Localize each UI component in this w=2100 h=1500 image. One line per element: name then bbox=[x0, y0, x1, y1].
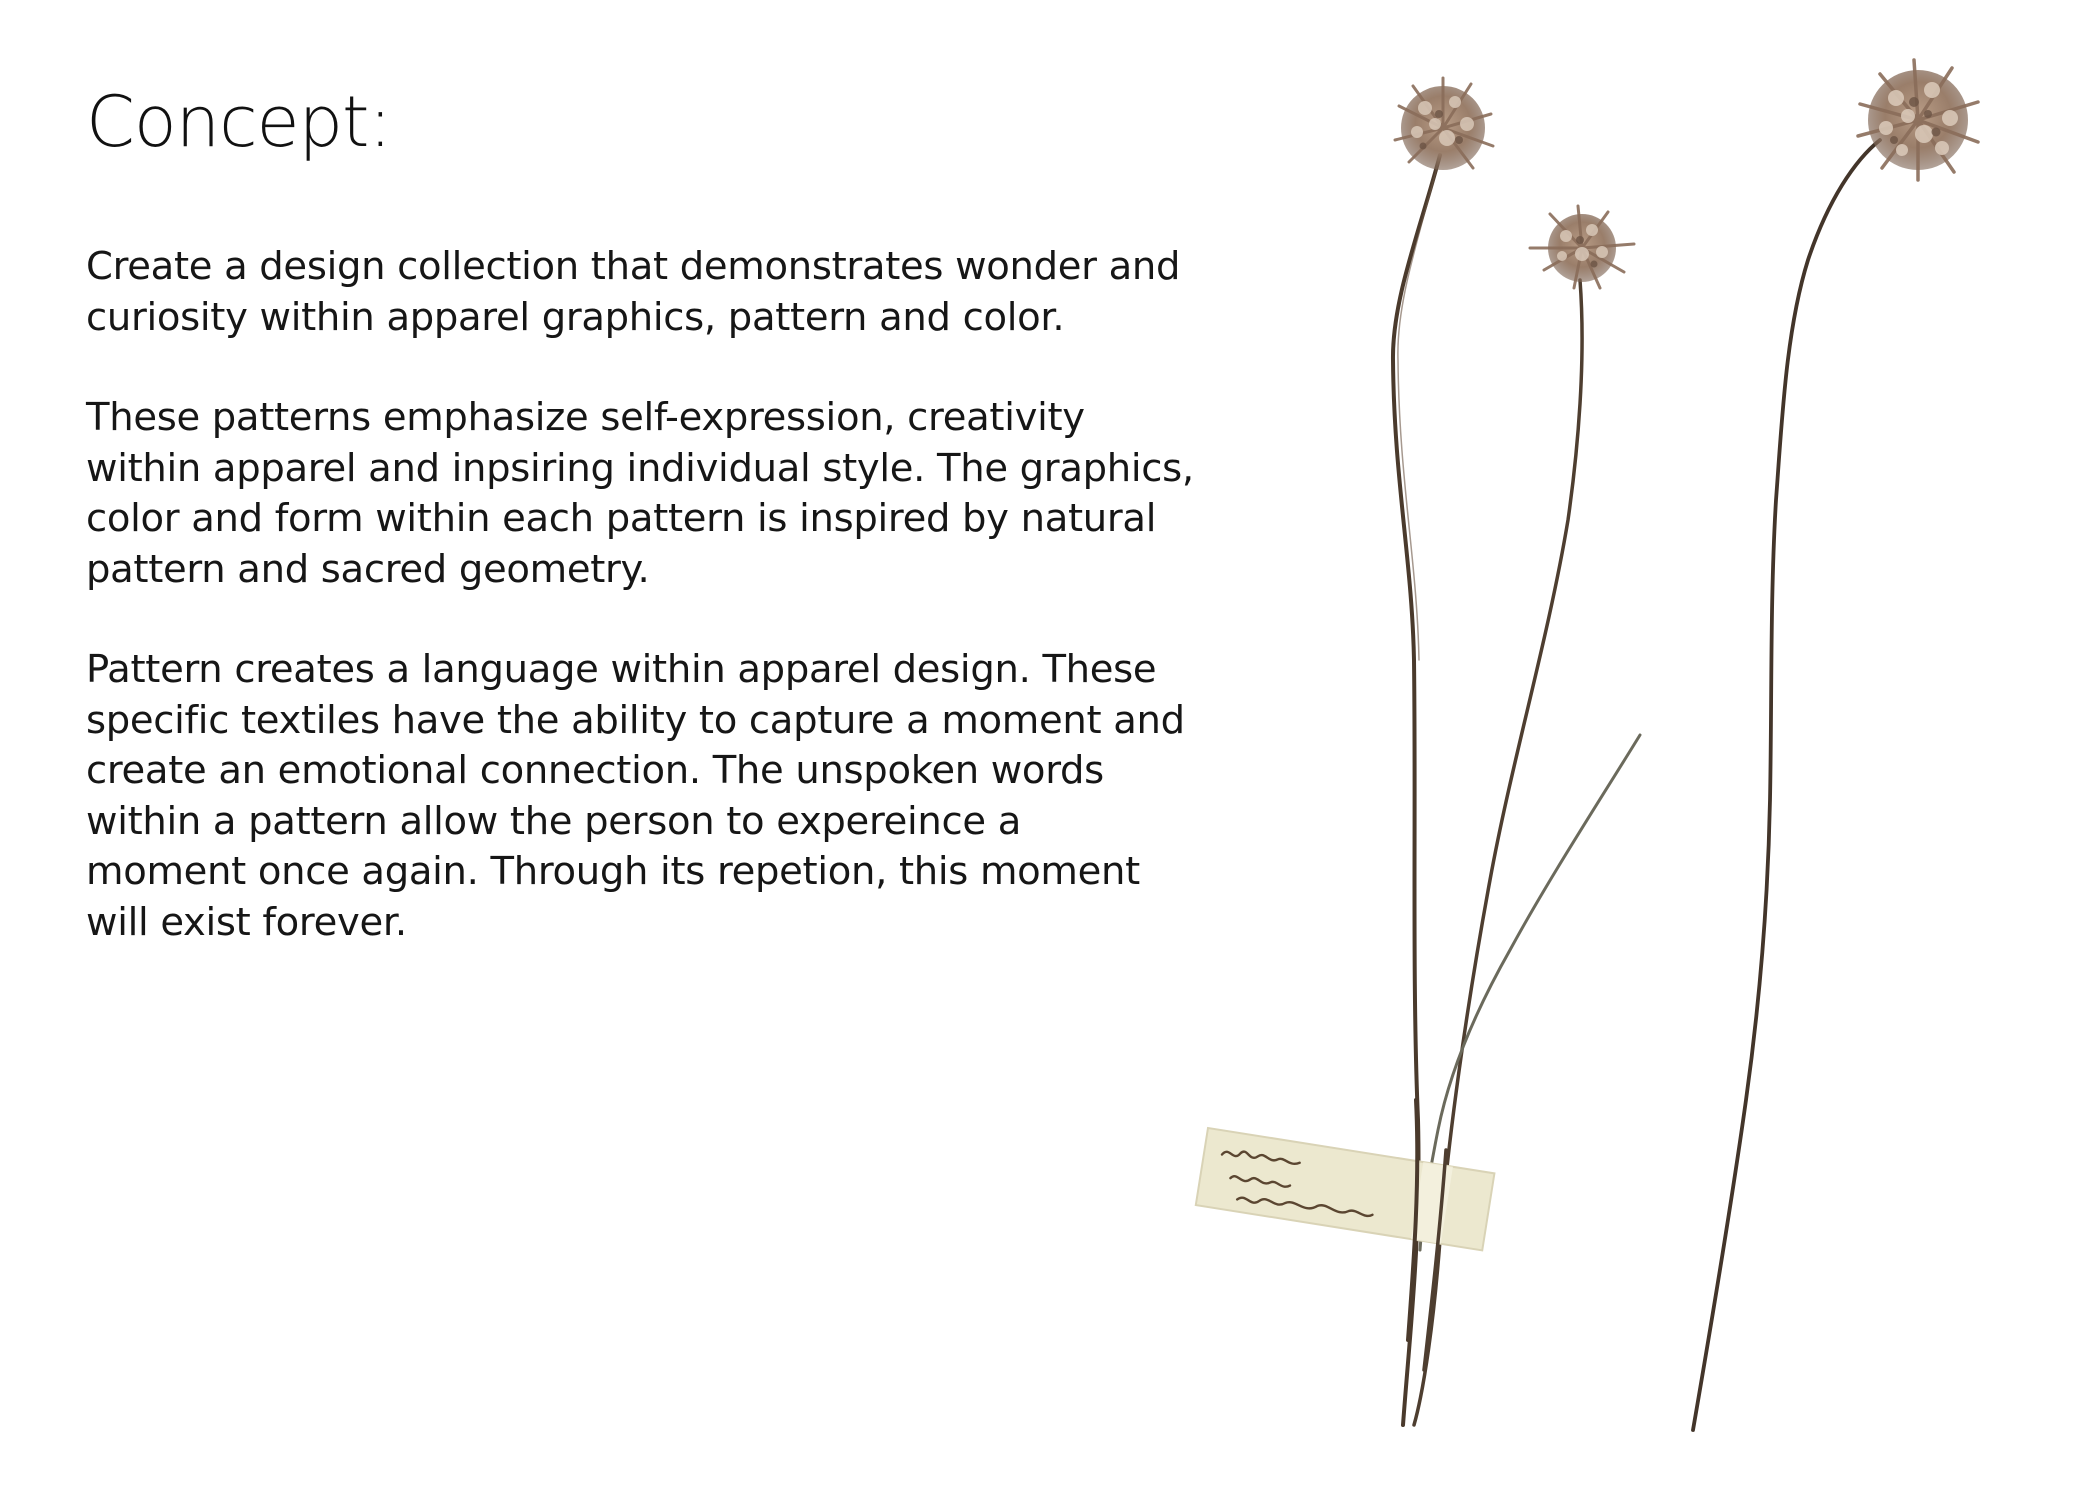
stem-middle bbox=[1414, 280, 1582, 1425]
text-line: color and form within each pattern is inspired by natural bbox=[86, 496, 1157, 541]
text-line: pattern and sacred geometry. bbox=[86, 546, 650, 592]
flower-head-middle bbox=[1530, 206, 1634, 288]
text-line: create an emotional connection. The unspoken words bbox=[86, 748, 1104, 793]
text-line: Pattern creates a language within apparel design. These bbox=[86, 647, 1157, 692]
flower-head-right bbox=[1858, 60, 1978, 180]
text-line: moment once again. Through its repetion, this moment bbox=[86, 849, 1140, 894]
stem-right bbox=[1693, 140, 1880, 1430]
concept-paragraph-1 bbox=[86, 242, 1246, 343]
flower-heads bbox=[1395, 60, 1978, 288]
page-title: Concept: bbox=[86, 81, 392, 163]
text-column bbox=[86, 80, 1246, 998]
concept-paragraph-3 bbox=[86, 645, 1246, 948]
text-line: within a pattern allow the person to expereince a bbox=[86, 798, 1021, 844]
text-line: Create a design collection that demonstrates wonder and bbox=[86, 244, 1181, 289]
text-line: curiosity within apparel graphics, pattern and color. bbox=[86, 294, 1065, 340]
text-line: will exist forever. bbox=[86, 899, 407, 945]
concept-paragraph-2 bbox=[86, 393, 1246, 595]
text-line: specific textiles have the ability to capture a moment and bbox=[86, 697, 1185, 743]
text-line: within apparel and inpsiring individual style. The graphics, bbox=[86, 445, 1194, 491]
text-line: These patterns emphasize self-expression, creativity bbox=[86, 395, 1085, 440]
pressed-flower-specimen-icon bbox=[1190, 40, 1990, 1460]
flower-head-left bbox=[1395, 78, 1493, 170]
